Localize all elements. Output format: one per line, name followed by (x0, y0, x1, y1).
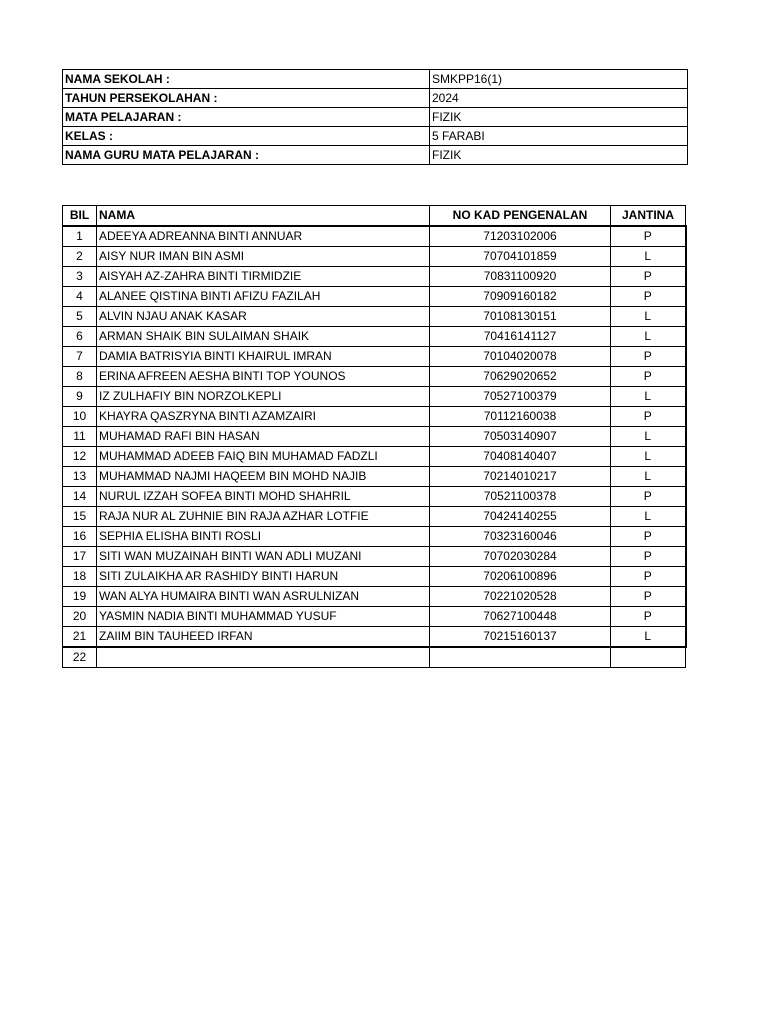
row-nama: DAMIA BATRISYIA BINTI KHAIRUL IMRAN (97, 347, 430, 367)
info-row-class (63, 127, 688, 146)
header-bil: BIL (63, 206, 97, 227)
row-jantina: P (611, 487, 686, 507)
table-row (63, 527, 686, 547)
row-ic: 70221020528 (430, 587, 611, 607)
teacher-value: FIZIK (430, 146, 688, 165)
row-jantina: P (611, 226, 686, 247)
row-nama: ARMAN SHAIK BIN SULAIMAN SHAIK (97, 327, 430, 347)
row-jantina: P (611, 547, 686, 567)
row-jantina: L (611, 467, 686, 487)
row-bil: 8 (63, 367, 97, 387)
school-name-value: SMKPP16(1) (430, 70, 688, 89)
subject-value: FIZIK (430, 108, 688, 127)
row-jantina: L (611, 307, 686, 327)
row-jantina: P (611, 407, 686, 427)
table-row (63, 567, 686, 587)
row-jantina: P (611, 587, 686, 607)
row-nama: ZAIIM BIN TAUHEED IRFAN (97, 627, 430, 648)
row-ic: 70323160046 (430, 527, 611, 547)
row-ic: 70629020652 (430, 367, 611, 387)
row-ic: 70909160182 (430, 287, 611, 307)
table-row (63, 267, 686, 287)
row-ic: 70112160038 (430, 407, 611, 427)
row-ic: 70108130151 (430, 307, 611, 327)
row-bil: 6 (63, 327, 97, 347)
row-jantina: L (611, 387, 686, 407)
school-name-label: NAMA SEKOLAH : (63, 70, 430, 89)
info-row-teacher (63, 146, 688, 165)
row-jantina (611, 647, 686, 668)
table-row (63, 367, 686, 387)
row-nama: IZ ZULHAFIY BIN NORZOLKEPLI (97, 387, 430, 407)
header-ic: NO KAD PENGENALAN (430, 206, 611, 227)
student-list-table (62, 205, 687, 668)
row-jantina: L (611, 627, 686, 648)
row-ic: 70627100448 (430, 607, 611, 627)
table-row (63, 287, 686, 307)
row-bil: 10 (63, 407, 97, 427)
table-row (63, 447, 686, 467)
table-row (63, 307, 686, 327)
row-nama: ALVIN NJAU ANAK KASAR (97, 307, 430, 327)
row-bil: 22 (63, 647, 97, 668)
row-ic (430, 647, 611, 668)
table-row (63, 226, 686, 247)
row-ic: 70831100920 (430, 267, 611, 287)
row-nama (97, 647, 430, 668)
row-nama: NURUL IZZAH SOFEA BINTI MOHD SHAHRIL (97, 487, 430, 507)
class-label: KELAS : (63, 127, 430, 146)
row-nama: SITI ZULAIKHA AR RASHIDY BINTI HARUN (97, 567, 430, 587)
row-ic: 70104020078 (430, 347, 611, 367)
row-ic: 70215160137 (430, 627, 611, 648)
row-nama: SEPHIA ELISHA BINTI ROSLI (97, 527, 430, 547)
row-jantina: P (611, 567, 686, 587)
row-jantina: L (611, 447, 686, 467)
info-row-school (63, 70, 688, 89)
row-jantina: P (611, 267, 686, 287)
row-jantina: L (611, 507, 686, 527)
header-nama: NAMA (97, 206, 430, 227)
row-bil: 21 (63, 627, 97, 648)
student-table-header (63, 206, 686, 227)
student-table-body (63, 226, 686, 668)
row-nama: AISY NUR IMAN BIN ASMI (97, 247, 430, 267)
row-ic: 70424140255 (430, 507, 611, 527)
table-row (63, 467, 686, 487)
row-bil: 11 (63, 427, 97, 447)
table-row (63, 387, 686, 407)
table-row (63, 507, 686, 527)
row-bil: 3 (63, 267, 97, 287)
row-ic: 70702030284 (430, 547, 611, 567)
row-bil: 13 (63, 467, 97, 487)
school-year-label: TAHUN PERSEKOLAHAN : (63, 89, 430, 108)
row-jantina: P (611, 527, 686, 547)
row-bil: 5 (63, 307, 97, 327)
row-ic: 70416141127 (430, 327, 611, 347)
row-jantina: L (611, 247, 686, 267)
school-info-table (62, 69, 688, 165)
row-ic: 71203102006 (430, 226, 611, 247)
row-bil: 1 (63, 226, 97, 247)
row-ic: 70503140907 (430, 427, 611, 447)
row-ic: 70704101859 (430, 247, 611, 267)
row-jantina: P (611, 607, 686, 627)
row-jantina: L (611, 327, 686, 347)
info-row-subject (63, 108, 688, 127)
row-ic: 70214010217 (430, 467, 611, 487)
teacher-label: NAMA GURU MATA PELAJARAN : (63, 146, 430, 165)
row-bil: 16 (63, 527, 97, 547)
table-row (63, 347, 686, 367)
row-ic: 70521100378 (430, 487, 611, 507)
row-nama: AISYAH AZ-ZAHRA BINTI TIRMIDZIE (97, 267, 430, 287)
row-bil: 18 (63, 567, 97, 587)
row-ic: 70527100379 (430, 387, 611, 407)
row-nama: MUHAMAD RAFI BIN HASAN (97, 427, 430, 447)
table-row (63, 647, 686, 668)
subject-label: MATA PELAJARAN : (63, 108, 430, 127)
header-jantina: JANTINA (611, 206, 686, 227)
class-value: 5 FARABI (430, 127, 688, 146)
row-nama: RAJA NUR AL ZUHNIE BIN RAJA AZHAR LOTFIE (97, 507, 430, 527)
table-row (63, 627, 686, 648)
row-bil: 14 (63, 487, 97, 507)
table-row (63, 587, 686, 607)
table-row (63, 407, 686, 427)
row-bil: 9 (63, 387, 97, 407)
row-bil: 2 (63, 247, 97, 267)
school-year-value: 2024 (430, 89, 688, 108)
row-bil: 20 (63, 607, 97, 627)
table-row (63, 427, 686, 447)
row-jantina: P (611, 287, 686, 307)
row-nama: MUHAMMAD NAJMI HAQEEM BIN MOHD NAJIB (97, 467, 430, 487)
row-jantina: P (611, 347, 686, 367)
row-nama: WAN ALYA HUMAIRA BINTI WAN ASRULNIZAN (97, 587, 430, 607)
row-bil: 4 (63, 287, 97, 307)
table-row (63, 607, 686, 627)
table-row (63, 327, 686, 347)
row-nama: YASMIN NADIA BINTI MUHAMMAD YUSUF (97, 607, 430, 627)
table-row (63, 487, 686, 507)
row-jantina: L (611, 427, 686, 447)
table-row (63, 547, 686, 567)
row-nama: KHAYRA QASZRYNA BINTI AZAMZAIRI (97, 407, 430, 427)
row-nama: MUHAMMAD ADEEB FAIQ BIN MUHAMAD FADZLI (97, 447, 430, 467)
row-nama: ALANEE QISTINA BINTI AFIZU FAZILAH (97, 287, 430, 307)
row-jantina: P (611, 367, 686, 387)
row-nama: ADEEYA ADREANNA BINTI ANNUAR (97, 226, 430, 247)
row-bil: 19 (63, 587, 97, 607)
info-row-year (63, 89, 688, 108)
row-bil: 17 (63, 547, 97, 567)
row-bil: 12 (63, 447, 97, 467)
table-row (63, 247, 686, 267)
row-bil: 15 (63, 507, 97, 527)
row-ic: 70408140407 (430, 447, 611, 467)
row-nama: SITI WAN MUZAINAH BINTI WAN ADLI MUZANI (97, 547, 430, 567)
row-ic: 70206100896 (430, 567, 611, 587)
row-bil: 7 (63, 347, 97, 367)
row-nama: ERINA AFREEN AESHA BINTI TOP YOUNOS (97, 367, 430, 387)
